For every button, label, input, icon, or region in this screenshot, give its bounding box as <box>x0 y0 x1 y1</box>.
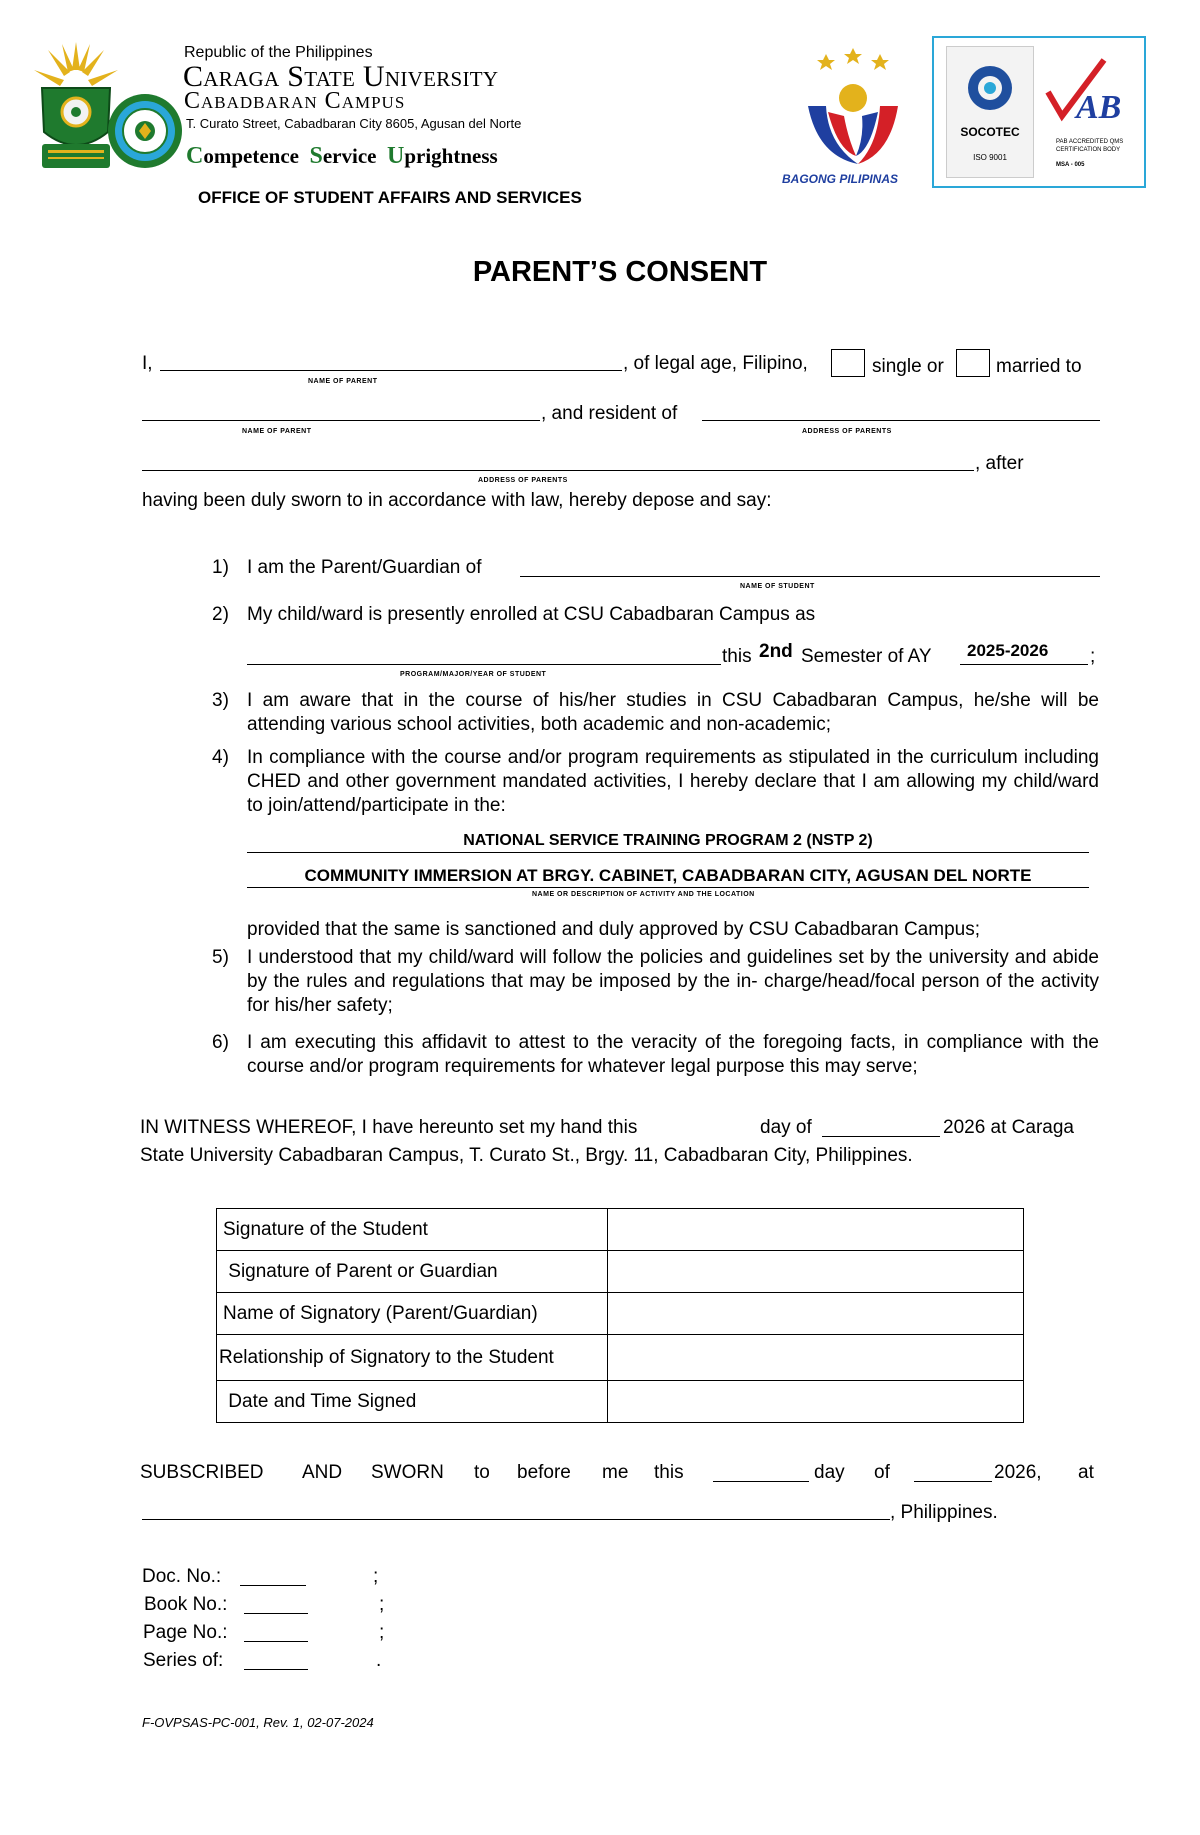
subscribed-day: day <box>814 1462 845 1483</box>
table-row <box>217 1293 1024 1335</box>
program-line[interactable] <box>247 664 721 665</box>
pab-logo <box>1042 52 1138 132</box>
subscribed-day-line[interactable] <box>713 1481 809 1482</box>
certification-box <box>932 36 1146 188</box>
witness-text-2: State University Cabadbaran Campus, T. Curato St., Brgy. 11, Cabadbaran City, Philippines. <box>140 1145 913 1166</box>
subscribed-word: AND <box>302 1462 343 1483</box>
item-1-text: I am the Parent/Guardian of <box>247 557 482 578</box>
caption-activity: NAME OR DESCRIPTION OF ACTIVITY AND THE LOCATION <box>532 891 755 898</box>
motto-service: Service <box>309 143 377 169</box>
married-label: married to <box>996 356 1082 377</box>
office-name: OFFICE OF STUDENT AFFAIRS AND SERVICES <box>198 188 582 207</box>
iso-text: ISO 9001 <box>973 153 1007 162</box>
item-number-4: 4) <box>212 747 229 768</box>
bagong-pilipinas-logo <box>798 46 908 176</box>
item-2-text: My child/ward is presently enrolled at CSU Cabadbaran Campus as <box>247 604 816 625</box>
item-4-text: In compliance with the course and/or program requirements as stipulated in the curriculum including CHED and other government mandated activities, I hereby declare that I am allowing my child/ward to join/attend/participate in the: <box>247 747 1099 816</box>
item-number-6: 6) <box>212 1032 229 1053</box>
parent-name-line-2[interactable] <box>142 420 540 421</box>
university-name: Caraga State University <box>183 60 499 93</box>
item-5-text: I understood that my child/ward will follow the policies and guidelines set by the university and abide by the rules and regulations that may be imposed by the in- charge/head/focal person of the activity for his/her safety; <box>247 947 1099 1016</box>
ay-line[interactable] <box>960 664 1088 665</box>
table-row <box>217 1381 1024 1423</box>
subscribed-word: SUBSCRIBED <box>140 1462 264 1483</box>
witness-text-1: IN WITNESS WHEREOF, I have hereunto set my hand this <box>140 1117 638 1138</box>
subscribed-place-line[interactable] <box>142 1519 890 1520</box>
item-number-1: 1) <box>212 557 229 578</box>
subscribed-at: at <box>1078 1462 1094 1483</box>
ay-semicolon: ; <box>1090 646 1096 667</box>
table-row-value[interactable] <box>608 1381 1024 1423</box>
semester-value: 2nd <box>759 641 793 662</box>
pab-code: MSA - 005 <box>1056 162 1085 168</box>
intro-i: I, <box>142 353 153 374</box>
book-no-label: Book No.: <box>144 1594 228 1615</box>
doc-no-semicolon: ; <box>373 1566 379 1587</box>
parent-name-line-1[interactable] <box>160 370 622 371</box>
table-row-label: Name of Signatory (Parent/Guardian) <box>217 1293 608 1335</box>
intro-sworn: having been duly sworn to in accordance with law, hereby depose and say: <box>142 490 772 511</box>
item-6-text: I am executing this affidavit to attest to the veracity of the foregoing facts, in compliance with the course and/or program requirements for whatever legal purpose this may serve; <box>247 1032 1099 1077</box>
socotec-icon <box>965 63 1015 113</box>
intro-legal-age: , of legal age, Filipino, <box>623 353 808 374</box>
series-of-label: Series of: <box>143 1650 224 1671</box>
table-row <box>217 1251 1024 1293</box>
subscribed-word: to <box>474 1462 490 1483</box>
socotec-badge <box>946 46 1034 178</box>
campus-seal-logo <box>106 92 184 170</box>
motto-uprightness: Uprightness <box>386 143 498 169</box>
provided-text: provided that the same is sanctioned and duly approved by CSU Cabadbaran Campus; <box>247 919 980 940</box>
this-text: this <box>722 646 752 667</box>
intro-after: , after <box>975 453 1024 474</box>
witness-year-at: 2026 at Caraga <box>943 1117 1074 1138</box>
student-name-line[interactable] <box>520 576 1100 577</box>
campus-name: Cabadbaran Campus <box>184 88 406 114</box>
caption-address-2: ADDRESS OF PARENTS <box>478 477 568 484</box>
subscribed-word: SWORN <box>371 1462 444 1483</box>
caption-name-of-parent-2: NAME OF PARENT <box>242 428 312 435</box>
table-row-label: Date and Time Signed <box>217 1381 608 1423</box>
table-row-label: Signature of Parent or Guardian <box>217 1251 608 1293</box>
table-row-value[interactable] <box>608 1251 1024 1293</box>
motto <box>186 143 498 170</box>
page-title: PARENT’S CONSENT <box>472 256 768 288</box>
witness-day-of: day of <box>760 1117 812 1138</box>
svg-text:AB: AB <box>1076 89 1122 126</box>
doc-no-label: Doc. No.: <box>142 1566 222 1587</box>
subscribed-philippines: , Philippines. <box>890 1502 998 1523</box>
table-row-value[interactable] <box>608 1209 1024 1251</box>
motto-competence: Competence <box>186 143 299 169</box>
table-row-value[interactable] <box>608 1293 1024 1335</box>
subscribed-word: before <box>517 1462 571 1483</box>
single-checkbox[interactable] <box>831 349 865 377</box>
table-row-label: Signature of the Student <box>217 1209 608 1251</box>
form-code-footer: F-OVPSAS-PC-001, Rev. 1, 02-07-2024 <box>142 1715 374 1730</box>
activity-line-2[interactable] <box>247 887 1089 888</box>
activity-line-1[interactable] <box>247 852 1089 853</box>
activity-line-2-text: COMMUNITY IMMERSION AT BRGY. CABINET, CABADBARAN CITY, AGUSAN DEL NORTE <box>304 866 1032 885</box>
address-line-2[interactable] <box>142 470 974 471</box>
campus-address: T. Curato Street, Cabadbaran City 8605, Agusan del Norte <box>186 116 522 131</box>
book-no-semicolon: ; <box>379 1594 385 1615</box>
table-row <box>217 1335 1024 1381</box>
ay-value: 2025-2026 <box>967 641 1049 660</box>
intro-resident: , and resident of <box>541 403 678 424</box>
semester-text: Semester of AY <box>801 646 932 667</box>
bagong-pilipinas-text: BAGONG PILIPINAS <box>782 172 899 186</box>
witness-month-line[interactable] <box>822 1136 940 1137</box>
single-label: single or <box>872 356 944 377</box>
page-no-semicolon: ; <box>379 1622 385 1643</box>
married-checkbox[interactable] <box>956 349 990 377</box>
table-row-value[interactable] <box>608 1335 1024 1381</box>
book-no-line[interactable] <box>244 1613 308 1614</box>
item-number-2: 2) <box>212 604 229 625</box>
caption-name-of-parent-1: NAME OF PARENT <box>308 378 378 385</box>
subscribed-word: me <box>602 1462 629 1483</box>
table-row-label: Relationship of Signatory to the Student <box>217 1335 608 1381</box>
socotec-text: SOCOTEC <box>960 125 1020 139</box>
item-number-5: 5) <box>212 947 229 968</box>
activity-line-1-text: NATIONAL SERVICE TRAINING PROGRAM 2 (NSTP 2) <box>463 832 873 849</box>
subscribed-month-line[interactable] <box>914 1481 992 1482</box>
series-of-line[interactable] <box>244 1669 308 1670</box>
item-number-3: 3) <box>212 690 229 711</box>
series-of-dot: . <box>376 1650 382 1671</box>
pab-note: PAB ACCREDITED QMS CERTIFICATION BODY <box>1056 139 1124 153</box>
page-no-label: Page No.: <box>143 1622 228 1643</box>
republic-text: Republic of the Philippines <box>184 44 373 61</box>
doc-no-line[interactable] <box>240 1585 306 1586</box>
page-no-line[interactable] <box>244 1641 308 1642</box>
subscribed-year: 2026, <box>994 1462 1042 1483</box>
subscribed-word: this <box>654 1462 684 1483</box>
caption-name-of-student: NAME OF STUDENT <box>740 583 815 590</box>
caption-program: PROGRAM/MAJOR/YEAR OF STUDENT <box>400 671 547 678</box>
table-row <box>217 1209 1024 1251</box>
signature-table <box>216 1208 1024 1423</box>
item-3-text: I am aware that in the course of his/her studies in CSU Cabadbaran Campus, he/she will be attending various school activities, both academic and non-academic; <box>247 690 1099 735</box>
address-line-1[interactable] <box>702 420 1100 421</box>
subscribed-of: of <box>874 1462 890 1483</box>
caption-address-1: ADDRESS OF PARENTS <box>802 428 892 435</box>
